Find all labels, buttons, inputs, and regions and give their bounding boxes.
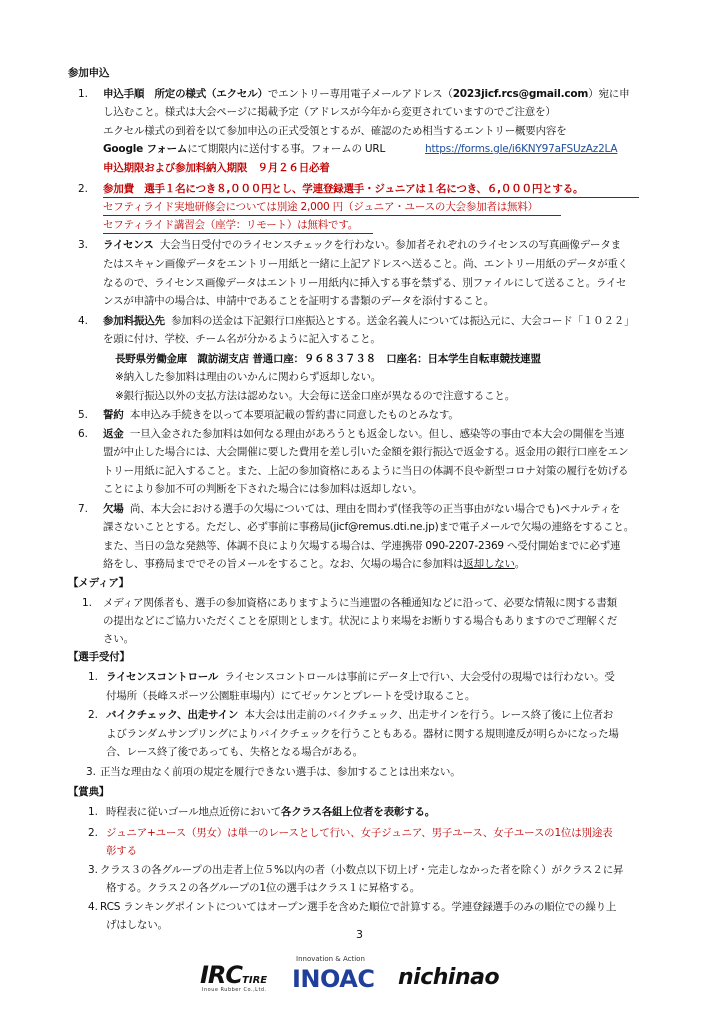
bike-check-line1: バイクチェック、出走サイン 本大会は出走前のバイクチェック、出走サインを行う。レース終了後に上位者お <box>106 709 614 721</box>
refund-line2: 盟が中止した場合には、大会開催に要した費用を差し引いた金額を銀行振込で返金する。返金用の銀行口座をエン <box>103 446 629 458</box>
section-heading-awards: 【賞典】 <box>68 786 110 798</box>
section-heading-reception: 【選手受付】 <box>68 651 130 663</box>
entry-email: 2023jicf.rcs@gmail.com <box>452 88 589 100</box>
license-control-line2: 付場所（長峰スポーツ公園駐車場内）にてゼッケンとプレートを受け取ること。 <box>106 690 476 702</box>
entry-procedure-line1: 申込手順 所定の様式（エクセル）でエントリー専用電子メールアドレス（2023jicf.rcs@gmail.com）宛に申 <box>103 88 630 100</box>
list-number: 5. <box>78 409 89 421</box>
list-number: 4. <box>88 901 99 913</box>
inoac-logo: INOAC <box>292 965 375 993</box>
refund-line4: ことにより参加不可の判断を下された場合には参加料は返却しない。 <box>103 483 423 495</box>
bike-check-line3: 合、レース終了後であっても、失格となる場合がある。 <box>106 746 363 758</box>
list-number: 2. <box>78 183 89 195</box>
pledge-line1: 誓約 本申込み手続きを以って本要項記載の誓約書に同意したものとみなす。 <box>103 409 459 421</box>
awards-line3a: クラス３の各グループの出走者上位５%以内の者（小数点以下切上げ・完走しなかった者を除く）がクラス２に昇 <box>100 864 624 876</box>
awards-line2b: 彰する <box>106 845 137 857</box>
entry-procedure-line3: エクセル様式の到着を以て参加申込の正式受領とするが、確認のため相当するエントリー概要内容を <box>103 125 567 137</box>
section-heading-media: 【メディア】 <box>68 577 129 589</box>
absence-label: 欠場 <box>103 503 124 515</box>
list-number: 4. <box>78 315 89 327</box>
awards-line1: 時程表に従いゴール地点近傍において各クラス各組上位者を表彰する。 <box>106 806 436 818</box>
payment-note1: ※納入した参加料は理由のいかんに関わらず返却しない。 <box>115 371 382 383</box>
bank-account: 長野県労働金庫 諏訪湖支店 普通口座：９６８３７３８ 口座名：日本学生自転車競技連盟 <box>115 353 541 365</box>
list-number: 7. <box>78 503 89 515</box>
payment-line1: 参加料振込先 参加料の送金は下記銀行口座振込とする。送金名義人については振込元に、大会コード「１０２２」 <box>103 315 635 327</box>
license-control-line1: ライセンスコントロール ライセンスコントロールは事前にデータ上で行い、大会受付の現場では行わない。受 <box>106 671 615 683</box>
refund-line1: 返金 一旦入金された参加料は如何なる理由があろうとも返金しない。但し、感染等の事由で本大会の開催を当連 <box>103 428 625 440</box>
list-number: 1. <box>82 597 93 609</box>
form-url-link[interactable]: https://forms.gle/i6KNY97aFSUzAz2LA <box>425 143 618 155</box>
list-number: 1. <box>88 806 99 818</box>
license-line1: ライセンス 大会当日受付でのライセンスチェックを行わない。参加者それぞれのライセンスの写真画像データま <box>103 239 621 251</box>
awards-line4a: RCS ランキングポイントについてはオープン選手を含めた順位で計算する。学連登録選手のみの順位での繰り上 <box>100 901 617 913</box>
entry-fee-line2: セフティライド実地研修会については別途 2,000 円（ジュニア・ユースの大会参加者は無料） <box>103 201 538 213</box>
refund-line3: トリー用紙に記入すること。また、上記の参加資格にあるように当日の体調不良や新型コロナ対策の履行を妨げる <box>103 465 629 477</box>
awards-line4b: げはしない。 <box>106 919 168 931</box>
media-line2: の提出などにご協力いただくことを原則とします。状況により来場をお断りする場合もありますのでご理解くだ <box>103 615 618 627</box>
payment-line2: を頭に付け、学校、チーム名が分かるように記入すること。 <box>103 333 381 345</box>
awards-line3b: 格する。クラス２の各グループの1位の選手はクラス１に昇格する。 <box>106 882 421 894</box>
payment-note2: ※銀行振込以外の支払方法は認めない。大会毎に送金口座が異なるので注意すること。 <box>115 390 515 402</box>
list-number: 1. <box>88 671 99 683</box>
entry-fee-underline <box>103 197 639 198</box>
page-number: 3 <box>356 928 363 941</box>
list-number: 6. <box>78 428 89 440</box>
refund-label: 返金 <box>103 428 124 440</box>
safety-ride-underline <box>103 215 561 216</box>
media-line3: さい。 <box>103 633 134 645</box>
entry-fee-line1: 参加費 選手１名につき８,０００円とし、学連登録選手・ジュニアは１名につき、６,０００円とする。 <box>103 183 584 195</box>
entry-procedure-line2: し込むこと。様式は大会ページに掲載予定（アドレスが今年から変更されていますのでご注意を） <box>103 106 556 118</box>
deadline-notice: 申込期限および参加料納入期限 ９月２６日必着 <box>103 162 330 174</box>
irc-company-name: Inoue Rubber Co.,Ltd. <box>202 987 267 993</box>
license-line4: ンスが申請中の場合は、申請中であることを証明する書類のデータを添付すること。 <box>103 295 495 307</box>
media-line1: メディア関係者も、選手の参加資格にありますように当連盟の各種通知などに沿って、必要な情報に関する書類 <box>103 597 617 609</box>
list-number: 3. <box>86 766 97 778</box>
bike-check-line2: よびランダムサンプリングによりバイクチェックを行うこともある。器材に関する規則違反が明らかになった場 <box>106 728 619 740</box>
awards-line2a: ジュニア+ユース（男女）は単一のレースとして行い、女子ジュニア、男子ユース、女子ユースの1位は別途表 <box>106 827 613 839</box>
absence-line4: 絡をし、事務局まででその旨メールをすること。なお、欠場の場合に参加料は返却しない。 <box>103 558 526 570</box>
absence-line2: 課さないこととする。ただし、必ず事前に事務局(jicf@remus.dti.ne.jp)まで電子メールで欠場の連絡をすること。 <box>103 521 634 533</box>
absence-line1: 欠場 尚、本大会における選手の欠場については、理由を問わず(怪我等の正当事由がない場合でも)ペナルティを <box>103 503 621 515</box>
license-label: ライセンス <box>103 239 154 251</box>
list-number: 2. <box>88 827 99 839</box>
nichinao-logo: nichinao <box>398 965 500 990</box>
pledge-label: 誓約 <box>103 409 124 421</box>
payment-label: 参加料振込先 <box>103 315 165 327</box>
inoac-tagline: Innovation & Action <box>296 955 365 963</box>
entry-fee-line3: セフティライド講習会（座学：リモート）は無料です。 <box>103 219 359 231</box>
list-number: 2. <box>88 709 99 721</box>
safety-course-underline <box>103 233 373 234</box>
sponsor-logos <box>200 955 560 995</box>
license-control-label: ライセンスコントロール <box>106 671 219 683</box>
list-number: 3. <box>88 864 99 876</box>
list-number: 1. <box>78 88 89 100</box>
irc-tire-logo: IRCTIRE <box>200 961 268 989</box>
absence-line3: また、当日の急な発熱等、体調不良により欠場する場合は、学連携帯 090-2207-2369 へ受付開始までに必ず連 <box>103 540 621 552</box>
reception-rule-line1: 正当な理由なく前項の規定を履行できない選手は、参加することは出来ない。 <box>100 766 461 778</box>
entry-procedure-label: 申込手順 所定の様式（エクセル） <box>103 88 268 100</box>
bike-check-label: バイクチェック、出走サイン <box>106 709 239 721</box>
license-line2: たはスキャン画像データをエントリー用紙と一緒に上記アドレスへ送ること。尚、エントリー用紙のデータが重く <box>103 258 628 270</box>
license-line3: なるので、ライセンス画像データはエントリー用紙内に挿入する事を禁ずる、別ファイルにして送ること。ライセ <box>103 277 627 289</box>
entry-procedure-line4: Google フォームにて期限内に送付する事。フォームの URL <box>103 143 386 155</box>
list-number: 3. <box>78 239 89 251</box>
section-heading-entry: 参加申込 <box>68 67 110 79</box>
